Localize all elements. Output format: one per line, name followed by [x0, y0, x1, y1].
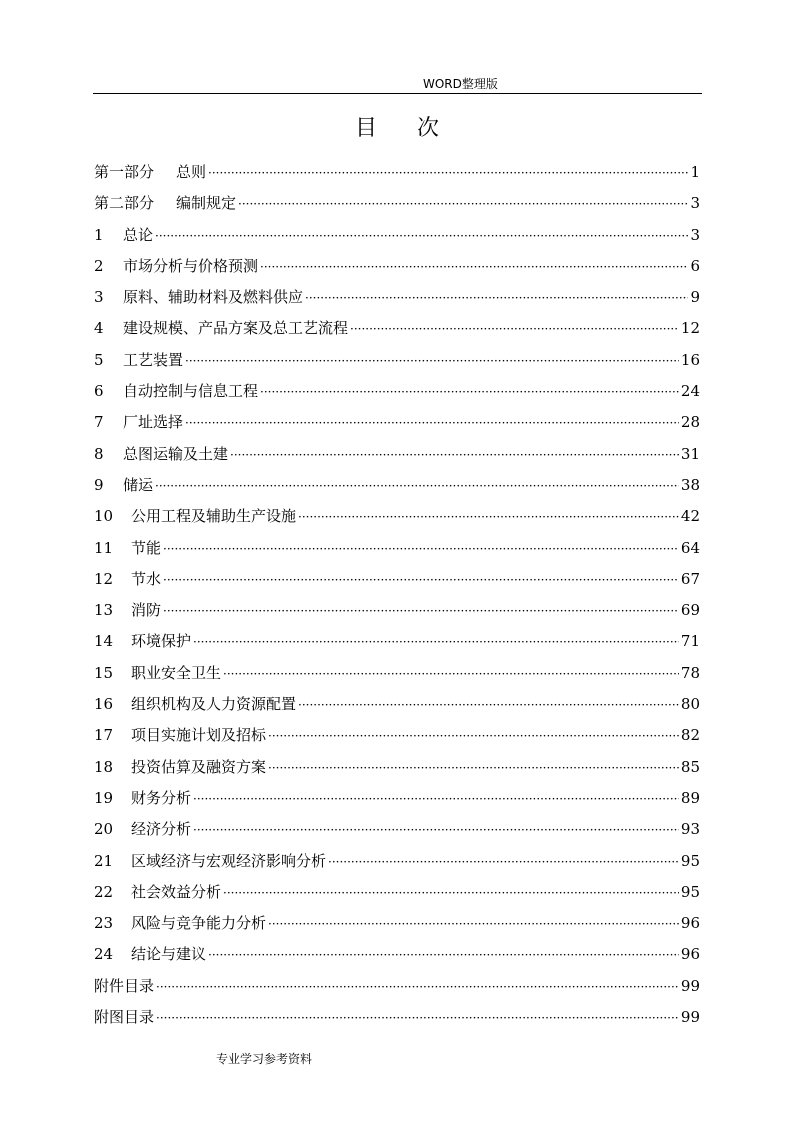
- toc-entry-title: 附件目录: [94, 976, 155, 995]
- toc-dot-leader: [156, 978, 679, 996]
- toc-dot-leader: [208, 164, 688, 182]
- toc-dot-leader: [185, 414, 679, 432]
- toc-entry-page: 95: [680, 882, 700, 901]
- toc-dot-leader: [155, 477, 679, 495]
- toc-entry-page: 9: [690, 288, 700, 307]
- toc-entry-page: 16: [680, 350, 700, 369]
- toc-entry[interactable]: [94, 157, 700, 188]
- toc-entry-title: 节水: [131, 569, 162, 588]
- toc-entry[interactable]: [94, 846, 700, 877]
- toc-entry-page: 69: [680, 601, 700, 620]
- toc-dot-leader: [185, 352, 679, 370]
- toc-entry-title: 建设规模、产品方案及总工艺流程: [123, 319, 349, 338]
- toc-entry-number: 17: [94, 726, 114, 745]
- toc-entry-title: 节能: [131, 538, 162, 557]
- toc-entry[interactable]: [94, 783, 700, 814]
- toc-dot-leader: [268, 727, 679, 745]
- toc-entry-number: 16: [94, 695, 114, 714]
- toc-entry-page: 3: [690, 194, 700, 213]
- toc-dot-leader: [163, 540, 679, 558]
- toc-entry-number: 2: [94, 256, 104, 275]
- toc-entry-page: 6: [690, 256, 700, 275]
- toc-entry-title: 工艺装置: [123, 350, 184, 369]
- toc-entry-page: 89: [680, 788, 700, 807]
- toc-entry[interactable]: [94, 345, 700, 376]
- toc-dot-leader: [156, 1009, 679, 1027]
- toc-dot-leader: [238, 195, 688, 213]
- toc-entry[interactable]: [94, 939, 700, 970]
- toc-entry-page: 38: [680, 475, 700, 494]
- table-of-contents: [94, 157, 700, 1033]
- toc-entry-title: 区域经济与宏观经济影响分析: [131, 851, 327, 870]
- toc-entry-number: 19: [94, 788, 114, 807]
- toc-entry-number: 第一部分: [94, 163, 155, 181]
- toc-entry-page: 93: [680, 820, 700, 839]
- toc-entry-page: 24: [680, 382, 700, 401]
- toc-entry-title: 职业安全卫生: [131, 663, 222, 682]
- toc-entry[interactable]: [94, 470, 700, 501]
- toc-dot-leader: [208, 946, 679, 964]
- toc-entry-number: 11: [94, 538, 114, 557]
- toc-entry-title: 投资估算及融资方案: [131, 757, 267, 776]
- toc-title: 目次: [354, 116, 479, 141]
- toc-entry[interactable]: [94, 689, 700, 720]
- toc-entry-number: 21: [94, 851, 114, 870]
- toc-entry[interactable]: [94, 908, 700, 939]
- toc-dot-leader: [268, 759, 679, 777]
- toc-entry-page: 99: [680, 976, 700, 995]
- toc-entry-page: 85: [680, 757, 700, 776]
- toc-entry-number: 8: [94, 444, 104, 463]
- toc-entry-page: 80: [680, 695, 700, 714]
- toc-entry-number: 18: [94, 757, 114, 776]
- toc-entry-number: 9: [94, 475, 104, 494]
- toc-dot-leader: [223, 665, 679, 683]
- toc-entry[interactable]: [94, 282, 700, 313]
- toc-entry-title: 附图目录: [94, 1008, 155, 1027]
- toc-entry-title: 消防: [131, 601, 162, 620]
- toc-entry-number: 22: [94, 882, 114, 901]
- toc-entry-number: 4: [94, 319, 104, 338]
- toc-entry-title: 厂址选择: [123, 413, 184, 432]
- toc-entry-title: 经济分析: [131, 820, 192, 839]
- page-header-text: WORD整理版: [423, 77, 498, 91]
- toc-entry-page: 12: [680, 319, 700, 338]
- toc-entry-number: 7: [94, 413, 104, 432]
- toc-entry-page: 42: [680, 507, 700, 526]
- toc-entry-number: 23: [94, 914, 114, 933]
- toc-entry[interactable]: [94, 564, 700, 595]
- toc-entry-number: 13: [94, 601, 114, 620]
- toc-entry[interactable]: [94, 439, 700, 470]
- toc-dot-leader: [260, 258, 688, 276]
- toc-entry-title: 环境保护: [131, 632, 192, 651]
- toc-entry-page: 67: [680, 569, 700, 588]
- toc-entry-page: 3: [690, 225, 700, 244]
- toc-entry-title: 原料、辅助材料及燃料供应: [123, 288, 304, 307]
- toc-entry[interactable]: [94, 595, 700, 626]
- toc-dot-leader: [298, 696, 679, 714]
- toc-entry-title: 社会效益分析: [131, 882, 222, 901]
- toc-dot-leader: [193, 633, 679, 651]
- toc-entry-page: 64: [680, 538, 700, 557]
- toc-entry-title: 项目实施计划及招标: [131, 726, 267, 745]
- toc-entry[interactable]: [94, 658, 700, 689]
- toc-entry-page: 82: [680, 726, 700, 745]
- toc-entry-number: 1: [94, 225, 104, 244]
- toc-entry[interactable]: [94, 501, 700, 532]
- toc-dot-leader: [350, 320, 679, 338]
- toc-entry-title: 组织机构及人力资源配置: [131, 695, 297, 714]
- toc-entry-title: 总则: [176, 163, 207, 181]
- toc-entry[interactable]: [94, 376, 700, 407]
- toc-entry-title: 公用工程及辅助生产设施: [131, 507, 297, 526]
- toc-entry[interactable]: [94, 1002, 700, 1033]
- toc-entry-title: 市场分析与价格预测: [123, 256, 259, 275]
- toc-entry[interactable]: [94, 971, 700, 1002]
- toc-entry-page: 71: [680, 632, 700, 651]
- toc-entry[interactable]: [94, 407, 700, 438]
- toc-entry-number: 10: [94, 507, 114, 526]
- toc-dot-leader: [223, 884, 679, 902]
- toc-dot-leader: [163, 571, 679, 589]
- toc-dot-leader: [193, 790, 679, 808]
- toc-dot-leader: [305, 289, 688, 307]
- toc-dot-leader: [155, 227, 688, 245]
- toc-entry-title: 总论: [123, 225, 154, 244]
- page-footer-text: 专业学习参考资料: [216, 1052, 313, 1066]
- toc-entry-page: 95: [680, 851, 700, 870]
- toc-dot-leader: [298, 508, 679, 526]
- toc-entry[interactable]: [94, 533, 700, 564]
- toc-dot-leader: [268, 915, 679, 933]
- toc-entry-page: 31: [680, 444, 700, 463]
- toc-entry-title: 自动控制与信息工程: [123, 382, 259, 401]
- toc-entry-number: 15: [94, 663, 114, 682]
- toc-entry[interactable]: [94, 188, 700, 219]
- toc-dot-leader: [163, 602, 679, 620]
- toc-entry-page: 96: [680, 945, 700, 964]
- toc-entry[interactable]: [94, 220, 700, 251]
- toc-entry-page: 1: [690, 163, 700, 181]
- toc-entry-title: 结论与建议: [131, 945, 207, 964]
- header-rule: [93, 93, 702, 94]
- toc-entry[interactable]: [94, 814, 700, 845]
- toc-entry-title: 总图运输及土建: [123, 444, 229, 463]
- toc-entry-number: 14: [94, 632, 114, 651]
- toc-entry-number: 24: [94, 945, 114, 964]
- toc-entry[interactable]: [94, 626, 700, 657]
- toc-dot-leader: [328, 853, 679, 871]
- toc-entry-number: 12: [94, 569, 114, 588]
- toc-entry[interactable]: [94, 752, 700, 783]
- toc-entry-number: 3: [94, 288, 104, 307]
- toc-entry-title: 财务分析: [131, 788, 192, 807]
- toc-entry[interactable]: [94, 877, 700, 908]
- toc-dot-leader: [230, 446, 679, 464]
- toc-entry[interactable]: [94, 251, 700, 282]
- toc-dot-leader: [260, 383, 679, 401]
- toc-entry-title: 储运: [123, 475, 154, 494]
- toc-entry-page: 78: [680, 663, 700, 682]
- toc-entry-page: 96: [680, 914, 700, 933]
- toc-entry[interactable]: [94, 720, 700, 751]
- toc-dot-leader: [193, 821, 679, 839]
- toc-entry-number: 20: [94, 820, 114, 839]
- toc-entry-title: 编制规定: [176, 194, 237, 213]
- toc-entry-title: 风险与竞争能力分析: [131, 914, 267, 933]
- toc-entry-number: 5: [94, 350, 104, 369]
- toc-entry-page: 28: [680, 413, 700, 432]
- toc-entry[interactable]: [94, 313, 700, 344]
- toc-entry-number: 6: [94, 382, 104, 401]
- toc-entry-number: 第二部分: [94, 194, 155, 213]
- toc-entry-page: 99: [680, 1008, 700, 1027]
